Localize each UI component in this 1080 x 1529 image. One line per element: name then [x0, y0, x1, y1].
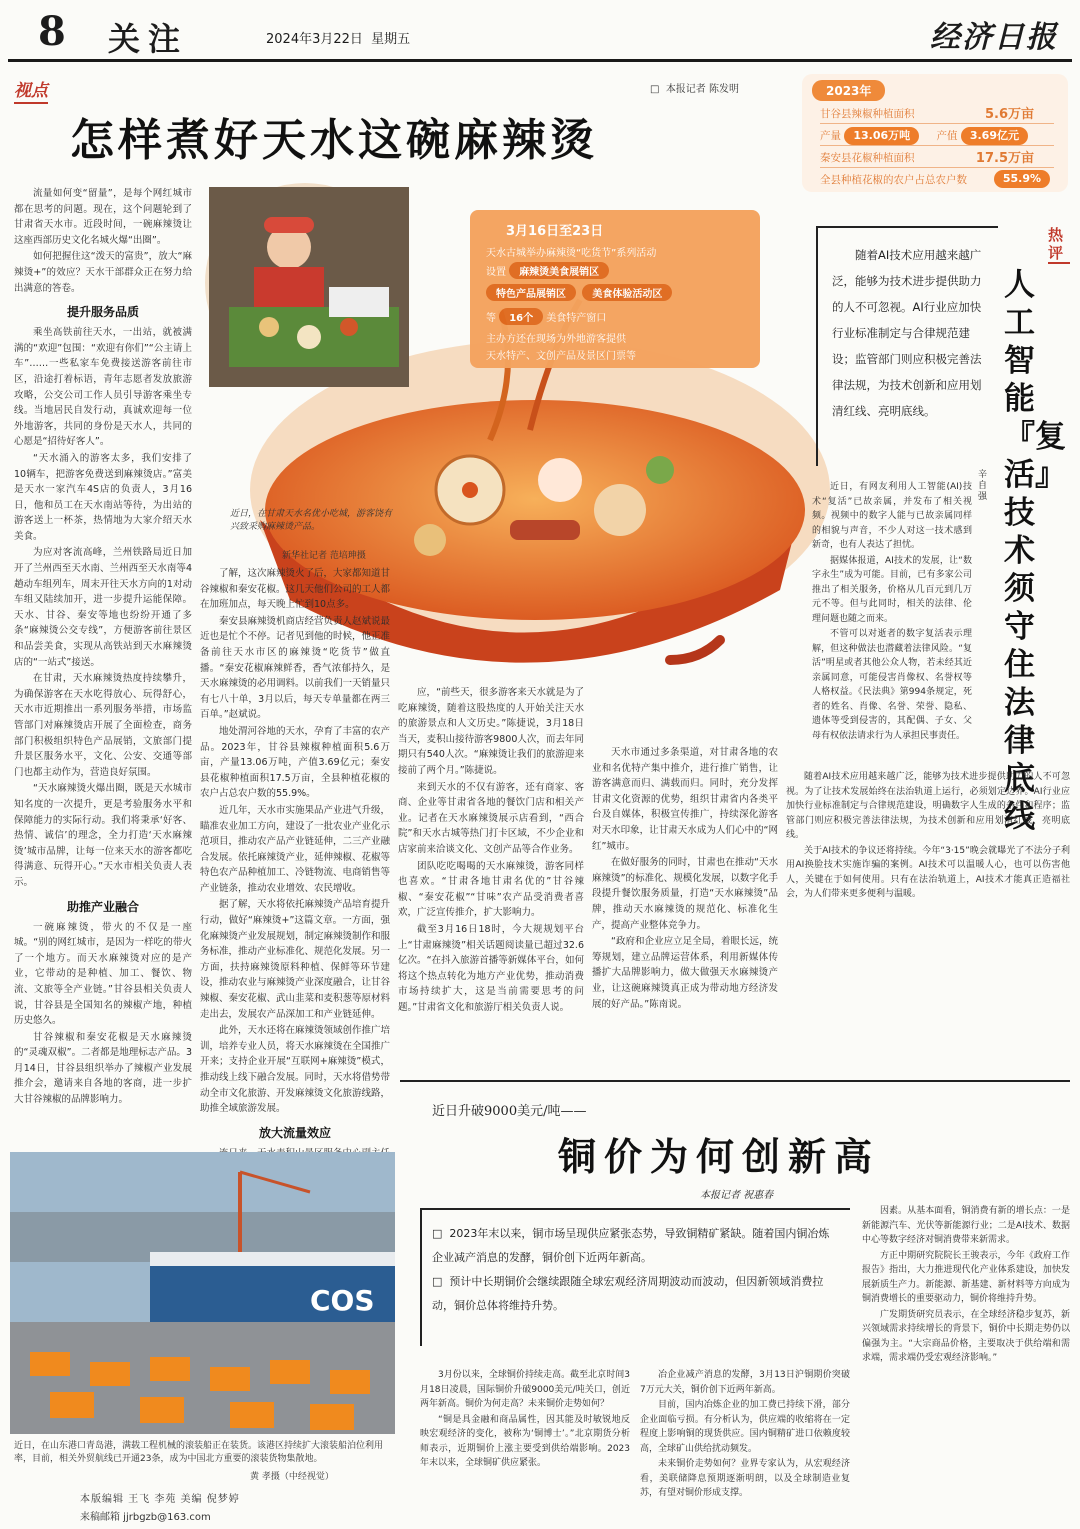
body-paragraph: 为应对客流高峰，兰州铁路局近日加开了兰州西至天水南、兰州西至天水南等4趟动车组列车，周末开往天水方向的1对动车组又陆续加开，进一步提升运能保障。天水、甘谷、秦安等地也纷纷开通了多条“麻辣烫公交专线”，方便游客前往景区和品尝美食，实现从高铁站到天水麻辣烫店的“一站式”接送。	[14, 547, 192, 668]
event-zone: 特色产品展销区	[486, 284, 576, 301]
copper-summary-1: □ 2023年末以来，铜市场呈现供应紧张态势，导致铜精矿紧缺。随着国内铜冶炼企业减产消息的发酵，铜价创下近两年新高。	[432, 1227, 830, 1264]
body-paragraph: 甘谷辣椒和秦安花椒是天水麻辣烫的“灵魂双椒”。二者都是地理标志产品。3月14日，甘谷县组织举办了辣椒产业发展推介会，邀请来自各地的客商，进一步扩大甘谷辣椒的品牌影响力。	[14, 1031, 192, 1106]
footer-email: 来稿邮箱 jjrbgzb@163.com	[80, 1512, 211, 1523]
event-line3	[486, 284, 672, 301]
vendor-photo	[205, 183, 405, 383]
photo-caption: 近日，在甘肃天水名优小吃城，游客饶有兴致采购麻辣烫产品。	[230, 509, 393, 532]
body-paragraph: “政府和企业应立足全局，着眼长远，统筹规划，建立品牌运营体系，利用新媒体传播扩大品牌影响力，做大做强天水麻辣烫产业，让这碗麻辣烫真正成为带动地方经济发展的好产品。”陈南说。	[592, 936, 778, 1010]
copper-rule	[400, 1080, 1070, 1082]
summary-text: 随着AI技术应用越来越广泛，能够为技术进步提供助力的人不可忽视。AI行业应加快行业标准制定与合律规范建设；监管部门则应积极完善法律法规，为技术创新和应用划清红线、亮明底线。	[832, 248, 982, 418]
body-paragraph: “铜是具金融和商品属性，因其能及时敏锐地反映宏观经济的变化，被称为‘铜博士’。”北京期货分析师表示，近期铜价上涨主要受到供给端影响。2023年末以来，全球铜矿供应紧张。	[420, 1414, 630, 1468]
stat-label: 全县种植花椒的农户占总农户数	[820, 174, 967, 186]
stat-label: 产值	[936, 130, 958, 142]
stat-row-chili-area	[820, 104, 1054, 124]
event-zone: 美食体验活动区	[582, 284, 672, 301]
summary-text: 2023年末以来，铜市场呈现供应紧张态势，导致铜精矿紧缺。随着国内铜冶炼企业减产消息的发酵，铜价创下近两年新高。	[432, 1227, 830, 1264]
body-paragraph: 不管可以对逝者的数字复活表示理解，但这种做法也潜藏着法律风险。“复活”明星或者其他公众人物，若未经其近亲属同意，可能侵害肖像权、名誉权等人格权益。《民法典》第994条规定，死者的姓名、肖像、名誉、荣誉、隐私、遗体等受到侵害的，其配偶、子女、父母有权依法请求行为人承担民事责任。	[812, 629, 972, 741]
page-number: 8	[38, 8, 66, 55]
stat-label: 产量	[820, 130, 841, 142]
stat-pill: 13.06万吨	[844, 127, 919, 145]
body-paragraph: 在做好服务的同时，甘肃也在推动“天水麻辣烫”的标准化、规模化发展，以数字化手段提升餐饮服务质量，打造“天水麻辣烫”品牌，推动天水麻辣烫的规范化、标准化生产，提高产业整体竞争力。	[592, 857, 778, 931]
summary-text: 预计中长期铜价会继续跟随全球宏观经济周期波动而波动，但因新领域消费拉动，铜价总体将维持升势。	[432, 1275, 824, 1312]
newspaper-logo: 经济日报	[930, 20, 1058, 55]
body-paragraph: 据媒体报道，AI技术的发展，让“数字永生”成为可能。目前，已有多家公司推出了相关服务，价格从几百元到几万元不等。但与此同时，相关的法律、伦理问题也随之而来。	[812, 555, 972, 624]
body-paragraph: 3月份以来，全球铜价持续走高。截至北京时间3月18日凌晨，国际铜价升破9000美元/吨关口，创近两年新高。铜价为何走高？未来铜价走势如何？	[420, 1370, 630, 1409]
body-paragraph: 团队吃吃喝喝的天水麻辣烫，游客同样也喜欢。“甘肃各地甘肃名优的”甘谷辣椒、“秦安花椒”“甘味”农产品受消费者喜欢，广泛宣传推介，扩大影响力。	[398, 860, 584, 919]
masthead	[8, 6, 1072, 62]
body-paragraph: 截至3月16日18时，今大规规划平台上“甘肃麻辣烫”相关话题阅读量已超过32.6亿次。“在抖入旅游首播等新媒体平台，如何将这个热点转化为地方产业优势，推动消费市场持续扩大，这是当前需要思考的问题。”甘肃省文化和旅游厅相关负责人说。	[398, 923, 584, 1013]
event-line6: 天水特产、文创产品及景区门票等	[486, 351, 636, 362]
body-paragraph: 秦安县麻辣烫机商店经营负责人赵斌说最近也是忙个不停。记者见到他的时候，他正准备前往天水市区的麻辣烫“吃货节”做直播。“秦安花椒麻辣鲜香，香气浓郁持久，是天水麻辣烫的必用调料。以前我们一天销量只有七八十单，3月以后，每天专单量都在两三百单。”赵斌说。	[200, 615, 391, 721]
port-photo-art	[10, 1152, 395, 1434]
body-paragraph: 乘坐高铁前往天水，一出站，就被满满的“欢迎”包围：“欢迎有你们”“公主请上车”……一些私家车免费接送游客前往市区，沿途打着标语，青年志愿者发放旅游攻略，公交公司工作人员引导游客乘坐专线。当地居民自发行动，真诚欢迎每一位外地游客，共同的身份是天水人，共同的心愿是“招待好客人”。	[14, 327, 192, 448]
event-count: 16个	[499, 308, 543, 325]
body-paragraph: 地处渭河谷地的天水，孕育了丰富的农产品。2023年，甘谷县辣椒种植面积5.6万亩，产量13.06万吨，产值3.69亿元；秦安县花椒种植面积17.5万亩，全县种植花椒的农户占总农户数的55.9%。	[200, 725, 391, 800]
copper-column-3	[862, 1204, 1070, 1526]
stat-pill: 3.69亿元	[961, 127, 1028, 145]
subhead-traffic: 放大流量效应	[258, 1125, 331, 1140]
feature-byline: □ 本报记者 陈发明	[650, 84, 739, 95]
event-zone: 麻辣烫美食展销区	[509, 262, 609, 279]
port-photo-caption: 近日，在山东港口青岛港，满载工程机械的滚装船正在装货。该港区持续扩大滚装船泊位利用率，目前，相关外贸航线已开通23条，成为中国北方重要的滚装货物集散地。	[14, 1441, 384, 1464]
event-date: 3月16日至23日	[506, 224, 604, 239]
lead-paragraph: 如何把握住这“泼天的富贵”，放大“麻辣烫+”的效应？天水干部群众正在努力给出满意的答卷。	[14, 251, 192, 294]
copper-byline: 本报记者 祝惠春	[700, 1190, 774, 1201]
commentary-column-2	[786, 770, 1070, 1070]
stat-value: 5.6万亩	[984, 107, 1034, 122]
body-paragraph: 因素。从基本面看，铜消费有新的增长点：一是新能源汽车、光伏等新能源行业；二是AI技术、数据中心等数字经济对铜消费带来新需求。	[862, 1206, 1070, 1245]
stats-year: 2023年	[812, 80, 885, 101]
port-photo	[10, 1152, 395, 1434]
copper-kicker: 近日升破9000美元/吨——	[432, 1104, 587, 1119]
stat-row-output	[820, 126, 1054, 146]
body-paragraph: 关于AI技术的争议还将持续。今年“3·15”晚会就曝光了不法分子利用AI换脸技术实施诈骗的案例。AI技术可以温暖人心，也可以伤害他人，关键在于如何使用。只有在法治轨道上，AI技术才能真正造福社会，为人们带来更多便利与温暖。	[786, 845, 1070, 899]
feature-headline: 怎样煮好天水这碗麻辣烫	[70, 115, 598, 166]
stat-label: 秦安县花椒种植面积	[820, 152, 915, 164]
event-box	[470, 210, 760, 368]
copper-headline: 铜价为何创新高	[558, 1134, 881, 1179]
stat-row-pepper-area	[820, 148, 1054, 168]
copper-column-2	[640, 1368, 850, 1526]
date-text: 2024年3月22日	[266, 32, 363, 47]
body-paragraph: 据了解，天水将依托麻辣烫产品培育提升行动，做好“麻辣烫+”这篇文章。一方面，强化麻辣烫产业发展规划，制定麻辣烫制作和服务标准，推动产业标准化、规范化发展。另一方面，扶持麻辣烫原料种植、保鲜等环节建设，推动农业与麻辣烫产业深度融合，让甘谷辣椒、秦安花椒、武山韭菜和麦积葱等原材料走出去，发展农产品深加工和产业链延伸。	[200, 899, 391, 1020]
section-tag: 视点	[14, 76, 48, 104]
commentary-headline: 人工智能『复活』技术须守住法律底线	[1004, 267, 1066, 835]
issue-date	[266, 28, 410, 47]
stat-value: 17.5万亩	[975, 151, 1034, 166]
event-line2	[486, 262, 609, 279]
body-paragraph: 天水市通过多条渠道，对甘肃各地的农业和名优特产集中推介，进行推广销售，让游客满意而归、满载而归。同时，充分发挥甘肃文化资源的优势，组织甘肃省内各类平台及自媒体，积极宣传推广，持续深化游客对天水印象，让甘肃天水成为人们心中的“网红”城市。	[592, 747, 778, 852]
footer-editors: 本版编辑 王飞 李苑 美编 倪梦婷	[80, 1494, 240, 1505]
body-paragraph: 来到天水的不仅有游客，还有商家、客商、企业等甘肃省各地的餐饮门店和相关产业。记者在天水麻辣烫展示店看到，“西合院”和天水古城等热门打卡区域，不少企业和店家前来洽谈文化、文创产品等合作业务。	[398, 781, 584, 855]
commentary-author: 辛自强	[978, 470, 988, 502]
ship-text: COS	[310, 1284, 375, 1317]
event-line4	[486, 308, 606, 325]
body-paragraph: 一碗麻辣烫，带火的不仅是一座城。“别的网红城市，是因为一样吃的带火了一个地方。而天水麻辣烫对应的是产业，它带动的是种植、加工、餐饮、物流、文旅等全产业链。”甘谷县相关负责人说，甘谷县是全国知名的辣椒产地，种植历史悠久。	[14, 921, 192, 1027]
body-paragraph: 目前，国内冶炼企业的加工费已持续下滑，部分企业面临亏损。有分析认为，供应端的收缩将在一定程度上影响铜的现货供应。国内铜精矿进口依赖度较高，全球矿山供给扰动频发。	[640, 1400, 850, 1454]
section-name: 关注	[108, 20, 189, 58]
stat-label: 甘谷县辣椒种植面积	[820, 108, 915, 120]
body-paragraph: 近日，有网友利用人工智能(AI)技术“复活”已故亲属，并发布了相关视频。视频中的数字人能与已故亲属同样的相貌与声音，不少人对这一技术感到新奇，也有人表达了担忧。	[812, 482, 972, 550]
body-paragraph: 此外，天水还将在麻辣烫领域创作推广培训，培养专业人员，将天水麻辣烫在全国推广开来；支持企业开展“互联网+麻辣烫”模式，推动线上线下融合发展。同时，天水将借势带动全市文化旅游、开发麻辣烫文化旅游线路，助推全域旅游发展。	[200, 1025, 391, 1115]
stat-row-households	[820, 170, 1054, 190]
copper-column-1	[420, 1368, 630, 1526]
body-paragraph: 广发期货研究员表示，在全球经济稳步复苏，新兴领域需求持续增长的背景下，铜价中长期走势仍以偏强为主。“大宗商品价格，主要取决于供给端和需求端，需求端仍受宏观经济影响。”	[862, 1309, 1070, 1363]
feature-column-3	[398, 685, 584, 1070]
event-line1: 天水古城举办麻辣烫“吃货节”系列活动	[486, 248, 657, 259]
copper-summary-2: □ 预计中长期铜价会继续跟随全球宏观经济周期波动而波动，但因新领域消费拉动，铜价总体将维持升势。	[432, 1275, 824, 1312]
feature-column-4	[592, 745, 778, 1070]
copper-summary	[420, 1208, 850, 1346]
body-paragraph: 冶企业减产消息的发酵，3月13日沪铜期价突破7万元大关，铜价创下近两年新高。	[640, 1370, 850, 1395]
vendor-photo-art	[209, 187, 409, 387]
body-paragraph: 在甘肃，天水麻辣烫热度持续攀升，为确保游客在天水吃得放心、玩得舒心，天水市近期推出一系列服务举措，市场监管部门对麻辣烫店开展了全面检查，商务部门积极组织特色产品展销，文旅部门提升景区服务水平，文化、公安、交通等部门也都主动作为，营造良好氛围。	[14, 673, 192, 778]
subhead-industry: 助推产业融合	[66, 899, 139, 914]
byline-text: 本报记者 陈发明	[665, 84, 739, 95]
subhead-service: 提升服务品质	[66, 305, 139, 320]
event-prefix: 等	[486, 313, 496, 324]
body-paragraph: “天水麻辣烫火爆出圈，既是天水城市知名度的一次提升，更是考验服务水平和保障能力的实际行动。我们将秉承‘好客、热情、诚信’的理念，全力打造‘天水麻辣烫’城市品牌，让每一位来天水的游客都吃得满意、玩得开心。”天水市相关负责人表示。	[14, 783, 192, 888]
commentary-summary	[816, 226, 998, 466]
event-prefix: 设置	[486, 267, 506, 278]
feature-column-2	[200, 566, 390, 1156]
stat-pill: 55.9%	[994, 170, 1050, 188]
feature-column-1	[14, 186, 192, 1106]
body-paragraph: 随着AI技术应用越来越广泛，能够为技术进步提供助力的人不可忽视。为了让技术发展始终在法治轨道上运行，必须划定边界。AI行业应加快行业标准制定与合律规范建设，明确数字人生成的条件和程序；监管部门则应积极完善法律法规，为技术创新和应用划清红线、亮明底线。	[786, 772, 1070, 840]
commentary-tag: 热评	[1048, 226, 1070, 264]
lead-paragraph: 流量如何变“留量”，是每个网红城市都在思考的问题。现在，这个问题轮到了甘肃省天水市。近段时间，一碗麻辣烫让这座西部历史文化名城火爆“出圈”。	[14, 188, 192, 246]
body-paragraph: “天水涌入的游客太多，我们安排了10辆车，把游客免费送到麻辣烫店。”富美是天水一家汽车4S店的负责人，3月16日，他和员工在天水南站等待，为出站的游客送上一杯茶，热情地为大家介绍天水美食。	[14, 452, 192, 542]
body-paragraph: 了解，这次麻辣烫火了后，大家都知道甘谷辣椒和秦安花椒。这几天他们公司的工人都在加班加点，每天晚上忙到10点多。	[200, 568, 391, 611]
body-paragraph: 方正中期研究院院长王骏表示，今年《政府工作报告》指出，大力推进现代化产业体系建设，加快发展新质生产力。新能源、新基建、新材料等方向成为铜消费增长的重要驱动力，铜价将维持升势。	[862, 1250, 1070, 1304]
event-suffix: 美食特产窗口	[546, 313, 607, 324]
photo-credit: 新华社记者 范培珅摄	[282, 551, 366, 561]
port-photo-credit: 黄 孝摄（中经视觉）	[250, 1472, 334, 1482]
body-paragraph: 未来铜价走势如何？业界专家认为，从宏观经济看，美联储降息预期逐渐明朗，以及全球制造业复苏，有望对铜价形成支撑。	[640, 1459, 850, 1498]
event-line5: 主办方还在现场为外地游客提供	[486, 334, 626, 345]
body-paragraph: 近几年，天水市实施果品产业进气升级，瞄准农业加工方向，建设了一批农业产业化示范项目，推动农产品产业链延伸，二三产业融合发展。依托麻辣烫产业，延伸辣椒、花椒等特色农产品种植加工、冷链物流、电商销售等产业链条，推动农业增效、农民增收。	[200, 804, 391, 894]
stats-box	[802, 74, 1068, 192]
weekday-text: 星期五	[371, 32, 411, 47]
commentary-column-1	[812, 480, 972, 760]
body-paragraph: 应，“前些天，很多游客来天水就是为了吃麻辣烫，随着这股热度的人开始关注天水的旅游景点和人文历史。”陈捷说，3月18日当天，麦积山接待游客9800人次，而去年同期只有540人次。“麻辣烫让我们的旅游迎来接前了两个月。”陈捷说。	[398, 687, 584, 776]
